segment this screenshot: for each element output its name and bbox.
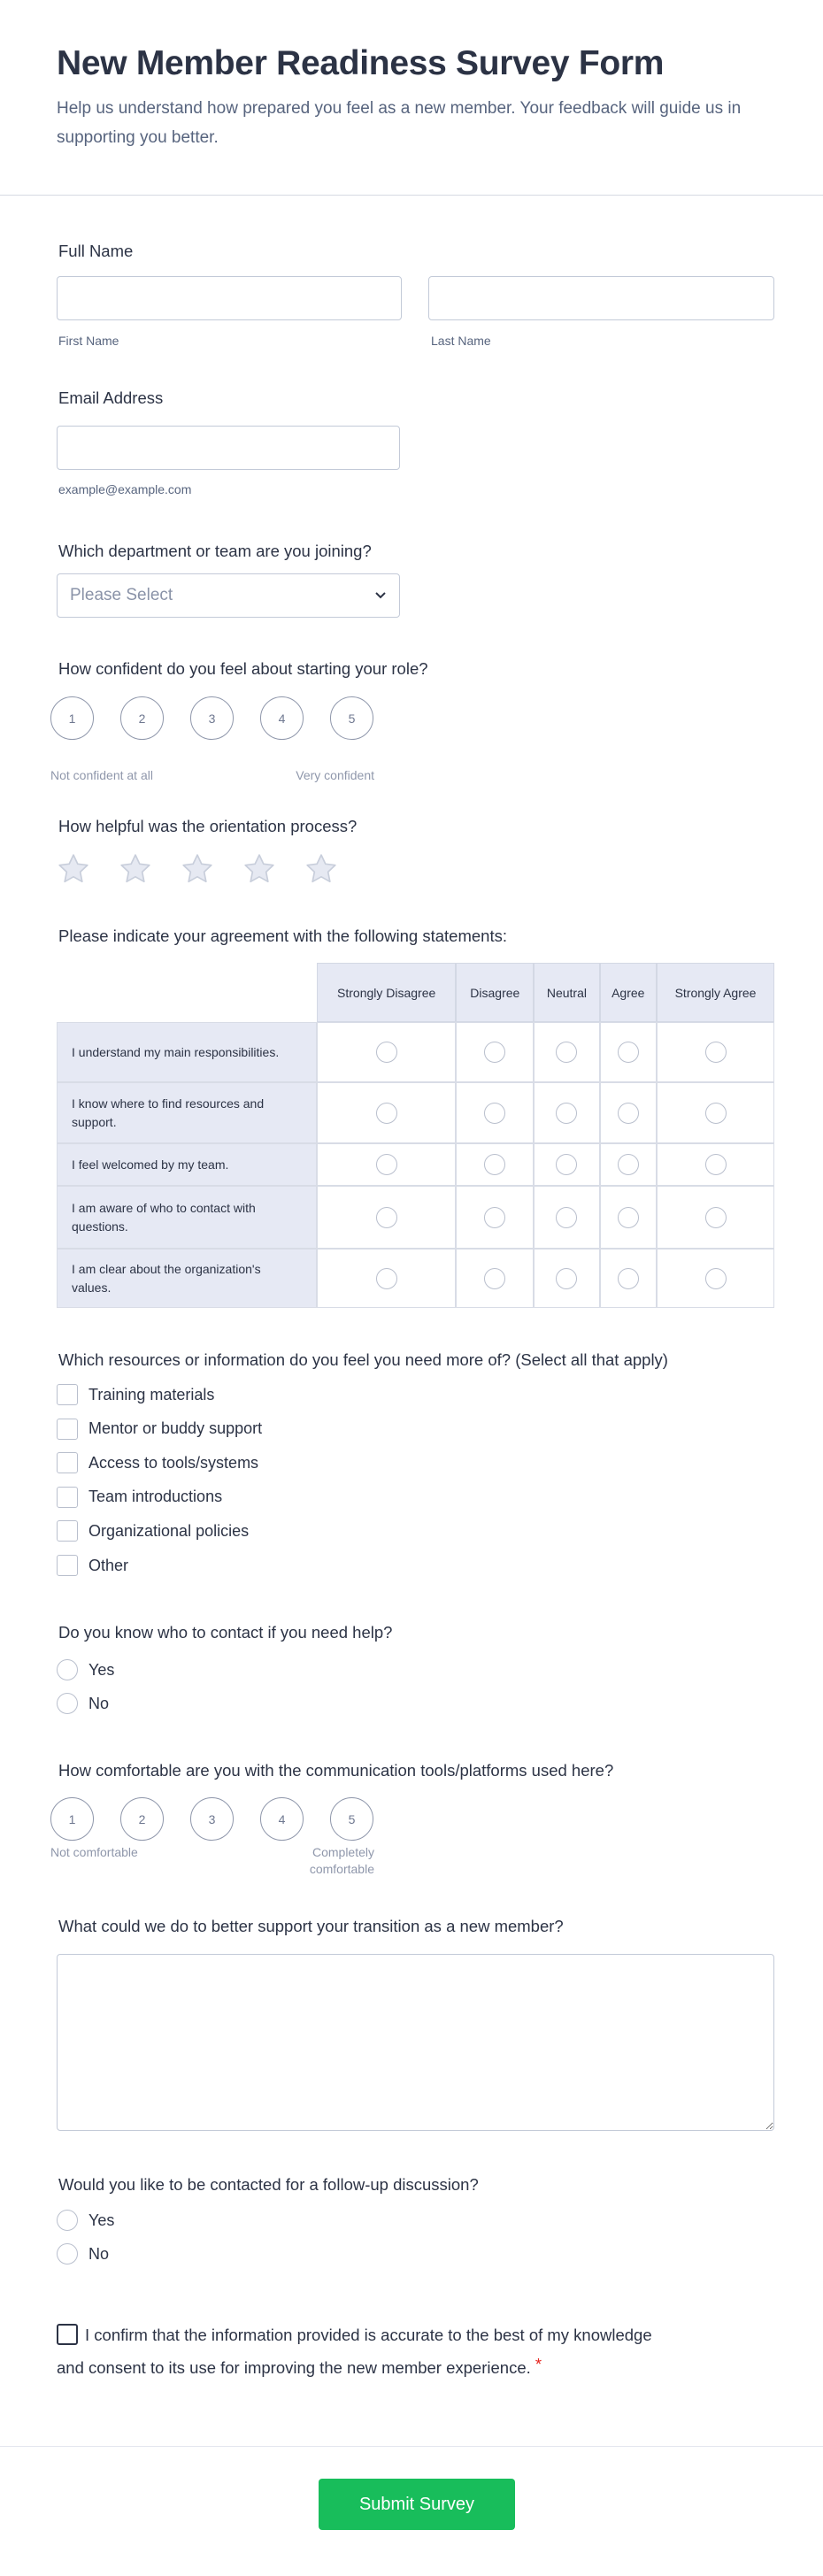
email-hint: example@example.com bbox=[58, 482, 192, 496]
matrix-radio[interactable] bbox=[705, 1103, 727, 1124]
resources-label: Which resources or information do you feel you need more of? (Select all that apply) bbox=[58, 1350, 668, 1369]
consent-field bbox=[57, 2320, 676, 2382]
radio[interactable] bbox=[57, 1693, 78, 1714]
confidence-option-5[interactable]: 5 bbox=[330, 696, 373, 740]
matrix-label: Please indicate your agreement with the following statements: bbox=[58, 927, 507, 945]
matrix-cell bbox=[534, 1249, 599, 1308]
matrix-row bbox=[57, 1186, 774, 1249]
confidence-label: How confident do you feel about starting your role? bbox=[58, 659, 428, 678]
matrix-column-header: Strongly Agree bbox=[657, 963, 774, 1022]
matrix-row-label: I am clear about the organization's values. bbox=[57, 1249, 317, 1308]
resource-option[interactable] bbox=[57, 1520, 249, 1542]
matrix-radio[interactable] bbox=[705, 1268, 727, 1289]
resource-option[interactable] bbox=[57, 1452, 258, 1473]
department-select-value: Please Select bbox=[70, 586, 173, 604]
matrix-radio[interactable] bbox=[484, 1207, 505, 1228]
matrix-row-label: I know where to find resources and support. bbox=[57, 1082, 317, 1143]
star-icon[interactable] bbox=[180, 851, 215, 887]
option-label: Yes bbox=[88, 1660, 115, 1679]
page-subtitle: Help us understand how prepared you feel as a new member. Your feedback will guide us in supporting you better. bbox=[57, 99, 742, 147]
email-label: Email Address bbox=[58, 388, 164, 407]
matrix-radio[interactable] bbox=[705, 1207, 727, 1228]
resource-option[interactable] bbox=[57, 1384, 214, 1405]
matrix-cell bbox=[456, 1143, 534, 1186]
star-icon[interactable] bbox=[56, 851, 91, 887]
matrix-radio[interactable] bbox=[618, 1268, 639, 1289]
matrix-radio[interactable] bbox=[376, 1268, 397, 1289]
matrix-cell bbox=[456, 1022, 534, 1082]
matrix-radio[interactable] bbox=[376, 1154, 397, 1175]
header-divider bbox=[0, 195, 823, 196]
confidence-option-1[interactable]: 1 bbox=[50, 696, 94, 740]
comfort-option-4[interactable]: 4 bbox=[260, 1797, 304, 1841]
comfort-option-2[interactable]: 2 bbox=[120, 1797, 164, 1841]
resource-option[interactable] bbox=[57, 1419, 262, 1440]
matrix-cell bbox=[600, 1082, 658, 1143]
matrix-radio[interactable] bbox=[484, 1103, 505, 1124]
support-label: What could we do to better support your transition as a new member? bbox=[58, 1917, 564, 1935]
comfort-high-label: Completely comfortable bbox=[309, 1845, 374, 1876]
checkbox[interactable] bbox=[57, 1487, 78, 1508]
matrix-cell bbox=[456, 1186, 534, 1249]
option-label: Mentor or buddy support bbox=[88, 1419, 263, 1438]
option-label: No bbox=[88, 2244, 110, 2263]
matrix-cell bbox=[317, 1143, 456, 1186]
matrix-cell bbox=[456, 1249, 534, 1308]
comfort-low-label: Not comfortable bbox=[50, 1845, 138, 1859]
matrix-radio[interactable] bbox=[376, 1042, 397, 1063]
confidence-option-2[interactable]: 2 bbox=[120, 696, 164, 740]
matrix-column-header: Disagree bbox=[456, 963, 534, 1022]
matrix-radio[interactable] bbox=[556, 1103, 577, 1124]
matrix-radio[interactable] bbox=[705, 1154, 727, 1175]
checkbox[interactable] bbox=[57, 1419, 78, 1440]
contact-option-no[interactable] bbox=[57, 1693, 109, 1714]
first-name-sublabel: First Name bbox=[58, 334, 119, 348]
matrix-row bbox=[57, 1143, 774, 1186]
star-icon[interactable] bbox=[242, 851, 277, 887]
matrix-column-header: Neutral bbox=[534, 963, 599, 1022]
orientation-star-rating bbox=[56, 851, 339, 887]
checkbox[interactable] bbox=[57, 1520, 78, 1542]
last-name-input[interactable] bbox=[428, 276, 774, 320]
matrix-radio[interactable] bbox=[618, 1154, 639, 1175]
option-label: Access to tools/systems bbox=[88, 1453, 259, 1472]
option-label: No bbox=[88, 1694, 110, 1712]
followup-option-no[interactable] bbox=[57, 2243, 109, 2265]
full-name-label: Full Name bbox=[58, 242, 134, 260]
confidence-option-4[interactable]: 4 bbox=[260, 696, 304, 740]
matrix-cell bbox=[317, 1022, 456, 1082]
department-label: Which department or team are you joining? bbox=[58, 542, 372, 560]
matrix-column-header: Agree bbox=[600, 963, 658, 1022]
comfort-option-1[interactable]: 1 bbox=[50, 1797, 94, 1841]
comfort-option-3[interactable]: 3 bbox=[190, 1797, 234, 1841]
matrix-row bbox=[57, 1022, 774, 1082]
contact-option-yes[interactable] bbox=[57, 1659, 114, 1680]
matrix-cell bbox=[657, 1143, 774, 1186]
matrix-radio[interactable] bbox=[376, 1207, 397, 1228]
submit-button[interactable]: Submit Survey bbox=[319, 2479, 515, 2530]
matrix-radio[interactable] bbox=[376, 1103, 397, 1124]
matrix-row-label: I am aware of who to contact with questions. bbox=[57, 1186, 317, 1249]
followup-label: Would you like to be contacted for a follow-up discussion? bbox=[58, 2175, 479, 2194]
matrix-radio[interactable] bbox=[484, 1154, 505, 1175]
support-textarea[interactable] bbox=[57, 1954, 774, 2131]
confidence-low-label: Not confident at all bbox=[50, 768, 153, 782]
matrix-cell bbox=[657, 1249, 774, 1308]
matrix-cell bbox=[657, 1186, 774, 1249]
comfort-option-5[interactable]: 5 bbox=[330, 1797, 373, 1841]
radio[interactable] bbox=[57, 1659, 78, 1680]
comfort-label: How comfortable are you with the communication tools/platforms used here? bbox=[58, 1761, 614, 1780]
email-input[interactable] bbox=[57, 426, 400, 470]
matrix-radio[interactable] bbox=[618, 1207, 639, 1228]
checkbox[interactable] bbox=[57, 1555, 78, 1576]
consent-checkbox[interactable] bbox=[57, 2324, 78, 2345]
matrix-corner bbox=[57, 963, 317, 1022]
matrix-radio[interactable] bbox=[705, 1042, 727, 1063]
comfort-scale bbox=[50, 1797, 373, 1841]
consent-text: I confirm that the information provided is accurate to the best of my knowledge and consent to its use for improving the new member experience. bbox=[57, 2326, 652, 2377]
required-asterisk: * bbox=[535, 2355, 542, 2373]
contact-label: Do you know who to contact if you need help? bbox=[58, 1623, 393, 1642]
confidence-high-label: Very confident bbox=[296, 768, 374, 782]
matrix-cell bbox=[600, 1249, 658, 1308]
option-label: Team introductions bbox=[88, 1488, 223, 1506]
confidence-option-3[interactable]: 3 bbox=[190, 696, 234, 740]
matrix-radio[interactable] bbox=[484, 1268, 505, 1289]
first-name-input[interactable] bbox=[57, 276, 402, 320]
followup-option-yes[interactable] bbox=[57, 2210, 114, 2231]
matrix-cell bbox=[534, 1022, 599, 1082]
matrix-row bbox=[57, 1249, 774, 1308]
orientation-label: How helpful was the orientation process? bbox=[58, 817, 358, 835]
resource-option[interactable] bbox=[57, 1487, 222, 1508]
department-select[interactable] bbox=[57, 573, 400, 618]
matrix-radio[interactable] bbox=[556, 1042, 577, 1063]
matrix-cell bbox=[317, 1249, 456, 1308]
option-label: Yes bbox=[88, 2211, 115, 2229]
page-title: New Member Readiness Survey Form bbox=[57, 44, 665, 82]
matrix-cell bbox=[657, 1022, 774, 1082]
matrix-row-label: I feel welcomed by my team. bbox=[57, 1143, 317, 1186]
matrix-radio[interactable] bbox=[556, 1268, 577, 1289]
option-label: Training materials bbox=[88, 1385, 215, 1403]
matrix-row-label: I understand my main responsibilities. bbox=[57, 1022, 317, 1082]
agreement-matrix bbox=[57, 963, 774, 1308]
confidence-scale bbox=[50, 696, 373, 740]
matrix-cell bbox=[600, 1022, 658, 1082]
matrix-cell bbox=[600, 1143, 658, 1186]
matrix-cell bbox=[317, 1186, 456, 1249]
radio[interactable] bbox=[57, 2210, 78, 2231]
matrix-radio[interactable] bbox=[556, 1207, 577, 1228]
radio[interactable] bbox=[57, 2243, 78, 2265]
last-name-sublabel: Last Name bbox=[431, 334, 491, 348]
matrix-column-header: Strongly Disagree bbox=[317, 963, 456, 1022]
option-label: Organizational policies bbox=[88, 1521, 250, 1540]
matrix-radio[interactable] bbox=[618, 1042, 639, 1063]
matrix-radio[interactable] bbox=[618, 1103, 639, 1124]
star-icon[interactable] bbox=[118, 851, 153, 887]
checkbox[interactable] bbox=[57, 1452, 78, 1473]
star-icon[interactable] bbox=[304, 851, 339, 887]
matrix-cell bbox=[600, 1186, 658, 1249]
matrix-cell bbox=[657, 1082, 774, 1143]
checkbox[interactable] bbox=[57, 1384, 78, 1405]
chevron-down-icon bbox=[374, 591, 387, 600]
option-label: Other bbox=[88, 1556, 129, 1574]
matrix-cell bbox=[317, 1082, 456, 1143]
resource-option[interactable] bbox=[57, 1555, 128, 1576]
matrix-cell bbox=[456, 1082, 534, 1143]
matrix-cell bbox=[534, 1082, 599, 1143]
matrix-cell bbox=[534, 1186, 599, 1249]
matrix-row bbox=[57, 1082, 774, 1143]
matrix-radio[interactable] bbox=[484, 1042, 505, 1063]
footer-divider bbox=[0, 2446, 823, 2447]
matrix-cell bbox=[534, 1143, 599, 1186]
matrix-radio[interactable] bbox=[556, 1154, 577, 1175]
